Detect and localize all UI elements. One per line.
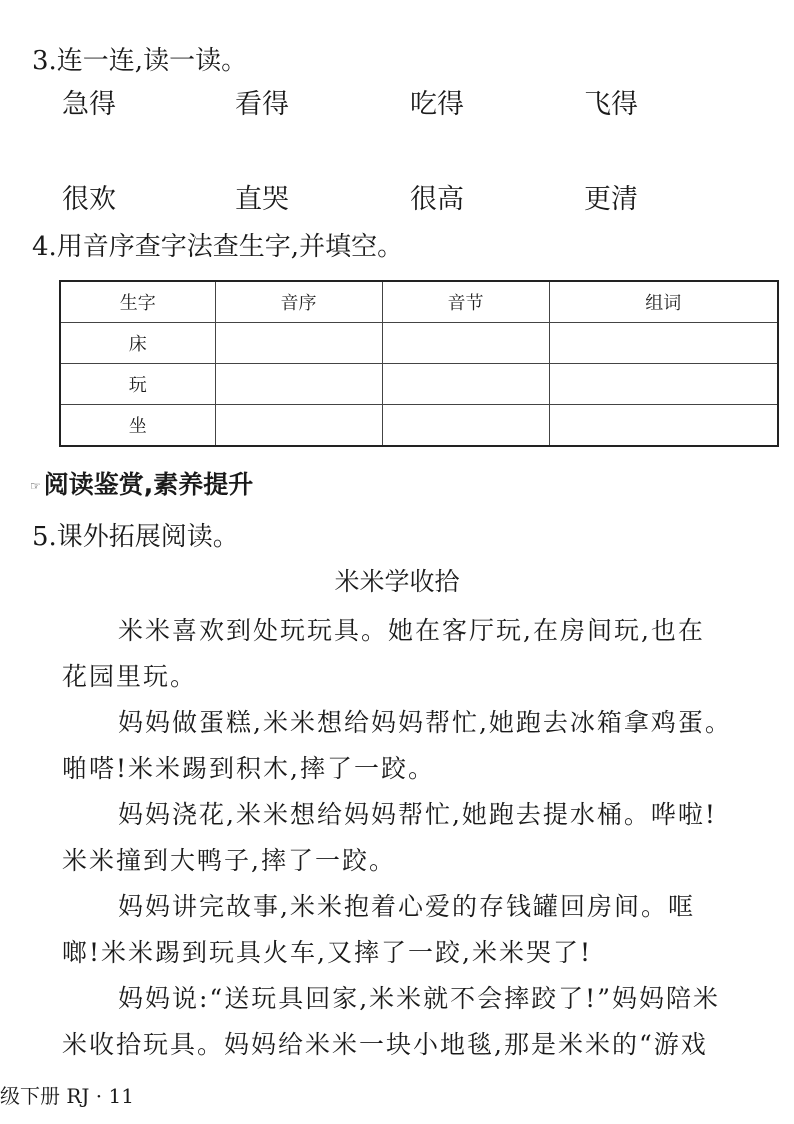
table-row [60,364,778,405]
answer-cell-initial[interactable] [215,323,382,364]
answer-cell-initial[interactable] [215,364,382,405]
section-heading-text: 阅读鉴赏,素养提升 [43,470,254,499]
story-line: 米收拾玩具。妈妈给米米一块小地毯,那是米米的“游戏 [62,1030,708,1059]
header-initial-letter: 音序 [215,281,382,323]
match-word-bottom-3: 很高 [410,184,464,215]
question-3-title: 3.连一连,读一读。 [32,46,248,76]
answer-cell-syllable[interactable] [382,364,549,405]
question-5-title: 5.课外拓展阅读。 [32,522,239,552]
match-word-top-2: 看得 [235,89,289,120]
answer-cell-syllable[interactable] [382,323,549,364]
story-line: 妈妈浇花,米米想给妈妈帮忙,她跑去提水桶。哗啦! [118,800,717,829]
answer-cell-word[interactable] [549,405,778,447]
story-line: 妈妈做蛋糕,米米想给妈妈帮忙,她跑去冰箱拿鸡蛋。 [118,708,732,737]
table-header-row [60,281,778,323]
row-character: 玩 [60,364,215,405]
row-character: 床 [60,323,215,364]
header-syllable: 音节 [382,281,549,323]
match-word-top-1: 急得 [62,89,116,120]
match-word-bottom-2: 直哭 [235,184,289,215]
header-character: 生字 [60,281,215,323]
answer-cell-initial[interactable] [215,405,382,447]
table-row [60,323,778,364]
story-line: 啷!米米踢到玩具火车,又摔了一跤,米米哭了! [62,938,592,967]
match-word-top-4: 飞得 [584,89,638,120]
story-line: 米米撞到大鸭子,摔了一跤。 [62,846,396,875]
section-heading [30,470,253,501]
table-row [60,405,778,447]
match-word-bottom-1: 很欢 [62,184,116,215]
pointing-hand-icon: ☞ [30,479,40,493]
story-title: 米米学收拾 [334,567,460,596]
header-word-group: 组词 [549,281,778,323]
story-line: 妈妈说:“送玩具回家,米米就不会摔跤了!”妈妈陪米 [118,984,720,1013]
match-word-bottom-4: 更清 [584,184,638,215]
story-line: 米米喜欢到处玩玩具。她在客厅玩,在房间玩,也在 [118,616,705,645]
question-4-title: 4.用音序查字法查生字,并填空。 [32,232,404,262]
story-line: 花园里玩。 [62,662,198,691]
page-footer: 级下册 RJ · 11 [0,1084,134,1108]
row-character: 坐 [60,405,215,447]
story-line: 啪嗒!米米踢到积木,摔了一跤。 [62,754,435,783]
character-lookup-table [59,280,779,447]
answer-cell-word[interactable] [549,364,778,405]
answer-cell-word[interactable] [549,323,778,364]
match-word-top-3: 吃得 [410,89,464,120]
story-line: 妈妈讲完故事,米米抱着心爱的存钱罐回房间。哐 [118,892,695,921]
answer-cell-syllable[interactable] [382,405,549,447]
